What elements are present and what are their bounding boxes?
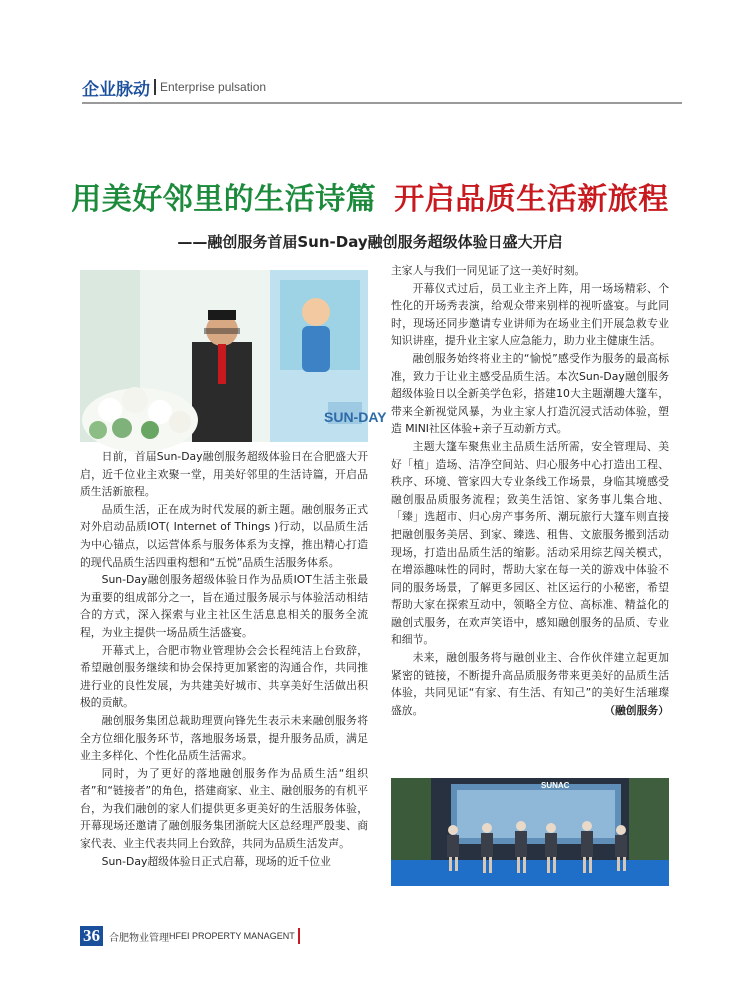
right-paragraph-1: 开幕仪式过后，员工业主齐上阵，用一场场精彩、个性化的开场秀表演，给观众带来别样的视听盛宴。与此同时，现场还同步邀请专业讲师为在场业主们开展急救专业知识讲座，提升业主家人应急能力，助力业主健康生活。 <box>391 281 669 348</box>
magazine-name-en: HFEI PROPERTY MANAGENT <box>169 931 295 941</box>
left-paragraph-5: 融创服务集团总裁助理贾向锋先生表示未来融创服务将全方位细化服务环节，落地服务场景，提升服务品质，满足业主多样化、个性化品质生活需求。 <box>80 713 368 763</box>
article-right-column <box>391 262 669 719</box>
section-title-en: Enterprise pulsation <box>160 80 267 94</box>
page-footer <box>80 925 300 947</box>
section-divider <box>154 79 156 95</box>
right-paragraph-3: 主题大篷车聚焦业主品质生活所需，安全管理局、美好「植」造场、洁净空间站、归心服务中心打造出工程、秩序、环境、管家四大专业条线工作场景，身临其境感受融创服品质服务流程；致美生活馆、家务事儿集合地、「臻」选超市、归心房产事务所、潮玩旅行大篷车则直接把融创服务美居、到家、臻选、租售、文旅服务搬到活动现场，打造出品质生活的缩影。活动采用综艺闯关模式，在增添趣味性的同时，帮助大家在每一关的游戏中体验不同的服务场景，了解更多园区、社区运行的小秘密，希望帮助大家在探索互动中，领略全方位、高标准、精益化的融创式服务，在欢声笑语中，感知融创服务的品质、专业和细节。 <box>391 439 669 647</box>
header-rule <box>82 102 682 104</box>
article-signature: （融创服务） <box>604 703 669 717</box>
article-left-column <box>80 448 368 870</box>
section-header <box>82 74 266 100</box>
sun-day-banner-text: SUN-DAY <box>324 409 387 425</box>
left-paragraph-3: Sun-Day融创服务超级体验日作为品质IOT生活主张最为重要的组成部分之一，旨在通过服务展示与体验活动相结合的方式，深入探索与业主社区生活息息相关的服务全流程，为业主提供一场品质生活盛宴。 <box>80 573 368 639</box>
magazine-name-cn: 合肥物业管理 <box>109 932 169 944</box>
article-title <box>60 174 680 218</box>
event-photo-stage <box>391 778 669 886</box>
left-paragraph-1: 日前，首届Sun-Day融创服务超级体验日在合肥盛大开启，近千位业主欢聚一堂，用美好邻里的生活诗篇，开启品质生活新旅程。 <box>80 450 368 499</box>
stage-sign-text: SUNAC <box>541 781 570 790</box>
left-paragraph-4: 开幕式上，合肥市物业管理协会会长程纯洁上台致辞，希望融创服务继续和协会保持更加紧密的沟通合作，共同推进行业的良性发展，为共建美好城市、共享美好生活做出积极的贡献。 <box>80 643 368 710</box>
right-continuation: 主家人与我们一同见证了这一美好时刻。 <box>391 264 586 277</box>
speaker-photo-illustration <box>80 270 387 442</box>
page-number: 36 <box>80 926 103 946</box>
right-paragraph-2: 融创服务始终将业主的“愉悦”感受作为服务的最高标准，致力于让业主感受品质生活。本次Sun-Day融创服务超级体验日以全新美学色彩，搭建10大主题潮趣大篷车，带来全新视觉风暴，为业主家人打造沉浸式活动体验，塑造 MINI社区体验+亲子互动新方式。 <box>391 351 669 436</box>
section-title-cn: 企业脉动 <box>82 79 150 100</box>
left-paragraph-7: Sun-Day超级体验日正式启幕，现场的近千位业 <box>101 854 331 868</box>
stage-photo-illustration <box>391 778 669 886</box>
left-paragraph-6: 同时，为了更好的落地融创服务作为品质生活“组织者”和“链接者”的角色，搭建商家、业主、融创服务的有机平台，为我们融创的家人们提供更多更美好的生活服务体验，开幕现场还邀请了融创服务集团浙皖大区总经理严殷斐、商家代表、业主代表共同上台致辞，共同为品质生活发声。 <box>80 766 368 851</box>
right-paragraph-4-text: 未来，融创服务将与融创业主、合作伙伴建立起更加紧密的链接，不断提升高品质服务带来更美好的品质生活体验，共同见证“有家、有生活、有知己”的美好生活璀璨盛放。 <box>391 651 669 717</box>
article-subtitle: ——融创服务首届Sun-Day融创服务超级体验日盛大开启 <box>177 233 563 251</box>
article-title-part1: 用美好邻里的生活诗篇 <box>71 182 377 217</box>
footer-accent-bar <box>298 928 300 944</box>
event-photo-speaker <box>80 270 387 442</box>
right-paragraph-4 <box>391 649 669 719</box>
article-title-part2: 开启品质生活新旅程 <box>394 182 669 217</box>
left-paragraph-2: 品质生活，正在成为时代发展的新主题。融创服务正式对外启动品质IOT( Internet of Things )行动，以品质生活为中心锚点，以运营体系与服务体系为支撑，推出精心打造的现代品质生活四重构想和“五悦”品质生活服务体系。 <box>80 502 368 569</box>
